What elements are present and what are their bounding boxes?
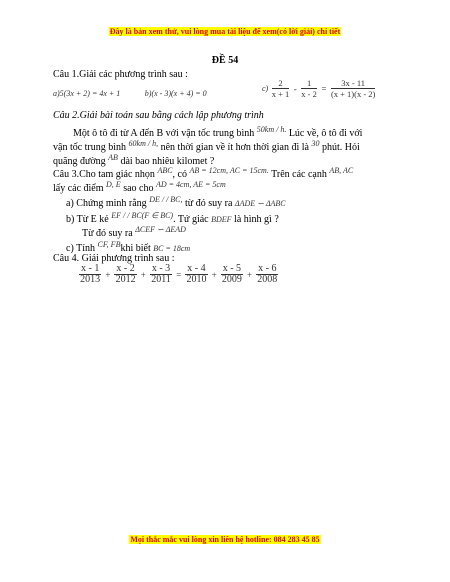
q2-line1: Một ô tô đi từ A đến B với vận tốc trung bình $^{50km / h.}$ Lúc về, ô tô đi với [73, 125, 363, 139]
q4-fraction-num: x - 2 [116, 263, 135, 274]
q2-line2: vận tốc trung bình $^{60km / h,}$ nên thời gian về ít hơn thời gian đi là $^{30}$ phút. Hỏi [53, 139, 360, 153]
q4-fraction-num: x - 4 [187, 263, 206, 274]
q2-label: Câu 2.Giải bài toán sau bằng cách lập phương trình [53, 110, 264, 121]
q4-label: Câu 4. Giải phương trình sau : [53, 253, 175, 264]
q4-operator: = [176, 269, 182, 280]
q4-fraction-num: x - 3 [151, 263, 171, 274]
q1-c-frac2: $\frac{1}{x - 2}$ [301, 78, 317, 99]
q4-fraction [221, 264, 243, 285]
q3-part-b2: Từ đó suy ra $^{\Delta CEF ∽ \Delta EAD}$ [82, 225, 186, 239]
q4-fraction [256, 264, 278, 285]
q4-fraction-den: 2009 [221, 274, 242, 285]
q4-operator: + [140, 269, 146, 280]
q4-fraction-num: x - 6 [258, 263, 277, 274]
preview-banner: Đây là bản xem thử, vui lòng mua tài liệu để xem(có lời giải) chi tiết [109, 27, 341, 36]
q4-fraction-den: 2012 [115, 274, 136, 285]
hotline-banner: Mọi thắc mắc vui lòng xin liên hệ hotline: 084 283 45 85 [130, 535, 320, 544]
q4-operator: + [247, 269, 253, 280]
q3-part-a: a) Chứng minh rằng $^{DE / / BC,}$ từ đó suy ra ΔADE ∽ ΔABC [66, 195, 286, 209]
q1-c-frac1: $\frac{2}{x + 1}$ [271, 78, 290, 99]
q4-fraction [185, 264, 207, 285]
q1-c-frac3: $\frac{3x - 11}{(x + 1)(x - 2)}$ [330, 78, 376, 99]
q4-fraction-num: x - 1 [81, 263, 100, 274]
q4-equation [78, 264, 279, 285]
q3-line2: lấy các điểm $^{D, E}$ sao cho $^{AD = 4cm, AE = 5cm}$ [53, 180, 226, 194]
q4-operator: + [105, 269, 111, 280]
q1-b: b)(x - 3)(x + 4) = 0 [144, 89, 207, 98]
q4-fraction [114, 264, 136, 285]
q4-fraction-num: x - 5 [222, 263, 242, 274]
q3-line1: Câu 3.Cho tam giác nhọn $^{ABC}$, có $^{AB = 12cm, AC = 15cm.}$ Trên các cạnh $^{AB, AC}$ [53, 166, 354, 180]
q1-c-equals: = [321, 83, 327, 94]
q3-part-b: b) Từ E kẻ $^{EF / / BC(F \in BC)}$. Tứ giác BDEF là hình gì ? [66, 211, 279, 225]
q1-parts [53, 88, 207, 100]
q4-fraction-den: 2013 [80, 274, 101, 285]
page-title: ĐỀ 54 [211, 55, 239, 66]
q4-fraction [79, 264, 101, 285]
q4-fraction-den: 2010 [186, 274, 207, 285]
q4-operator: + [211, 269, 217, 280]
q2-line3: quãng đường $^{AB}$ dài bao nhiêu kilomet ? [53, 153, 215, 167]
q1-c-minus: - [293, 83, 297, 94]
q4-fraction [150, 264, 172, 285]
q1-c-prefix: c) [262, 83, 269, 93]
q1-c [262, 78, 376, 99]
q1-a: a)5(3x + 2) = 4x + 1 [53, 89, 121, 98]
q4-fraction-den: 2008 [257, 274, 278, 285]
q3-part-c: c) Tính $^{CF, FB}$khi biết BC = 18cm [66, 240, 191, 254]
q1-label: Câu 1.Giải các phương trình sau : [53, 69, 188, 80]
q4-fraction-den: 2011 [151, 274, 171, 285]
